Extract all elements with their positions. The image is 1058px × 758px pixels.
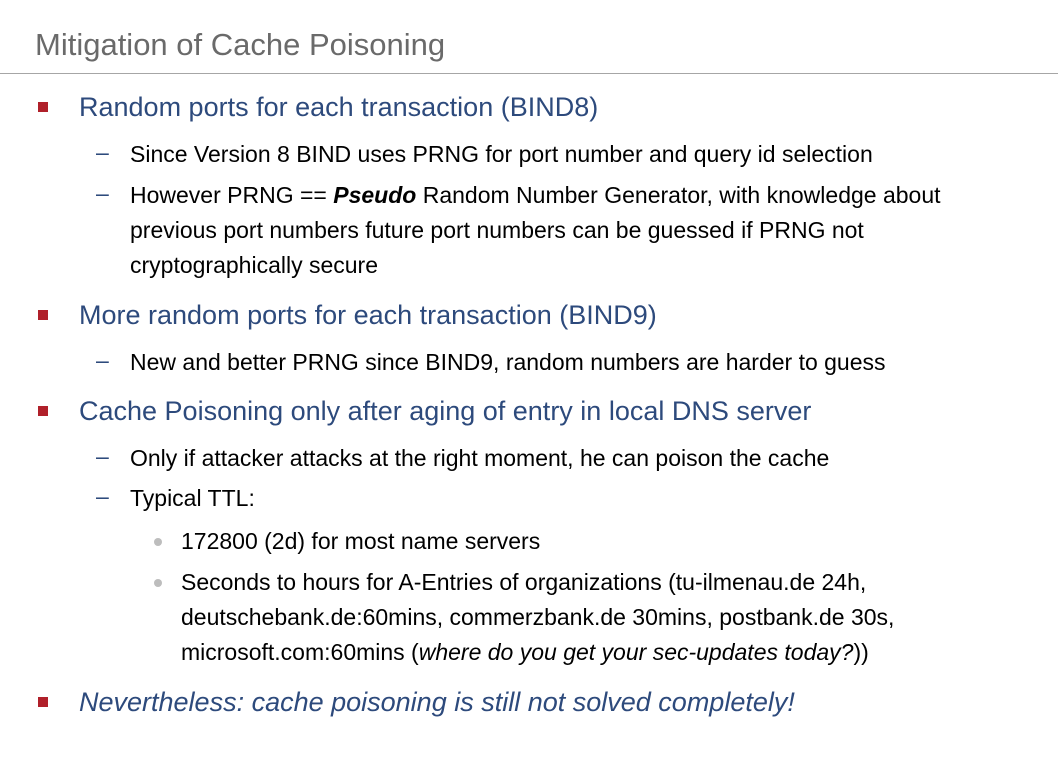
italic-question: where do you get your sec-updates today? bbox=[418, 639, 854, 665]
text-segment: )) bbox=[853, 639, 869, 665]
bullet-1-sub-2-line-3: cryptographically secure bbox=[130, 252, 379, 278]
dash-bullet-icon: – bbox=[96, 139, 109, 165]
square-bullet-icon bbox=[38, 697, 48, 707]
round-bullet-icon bbox=[154, 538, 162, 546]
emphasis-text: Pseudo bbox=[333, 182, 417, 208]
bullet-1-sub-1-text: Since Version 8 BIND uses PRNG for port number and query id selection bbox=[130, 141, 873, 167]
text-segment: However PRNG == bbox=[130, 182, 334, 208]
dash-bullet-icon: – bbox=[96, 443, 109, 469]
bullet-3-sub-1-text: Only if attacker attacks at the right moment, he can poison the cache bbox=[130, 445, 830, 471]
bullet-3-text: Cache Poisoning only after aging of entry in local DNS server bbox=[79, 396, 812, 426]
ttl-item-2-text bbox=[181, 565, 1051, 670]
dash-bullet-icon: – bbox=[96, 347, 109, 373]
bullet-1-sub-2-line-2: previous port numbers future port numbers can be guessed if PRNG not bbox=[130, 217, 864, 243]
dash-bullet-icon: – bbox=[96, 180, 109, 206]
bullet-1-text: Random ports for each transaction (BIND8) bbox=[79, 92, 599, 122]
ttl-item-2-line-3 bbox=[181, 635, 1051, 670]
ttl-item-2-line-2: deutschebank.de:60mins, commerzbank.de 30mins, postbank.de 30s, bbox=[181, 604, 895, 630]
bullet-2-sub-1-text: New and better PRNG since BIND9, random numbers are harder to guess bbox=[130, 349, 886, 375]
square-bullet-icon bbox=[38, 310, 48, 320]
text-segment: microsoft.com:60mins ( bbox=[181, 639, 419, 665]
bullet-1-sub-2-text bbox=[130, 178, 1058, 283]
bullet-1-sub-2-line-1 bbox=[130, 178, 1058, 213]
dash-bullet-icon: – bbox=[96, 483, 109, 509]
slide-title: Mitigation of Cache Poisoning bbox=[35, 27, 446, 62]
ttl-item-2-line-1: Seconds to hours for A-Entries of organizations (tu-ilmenau.de 24h, bbox=[181, 569, 867, 595]
bullet-4-text: Nevertheless: cache poisoning is still not solved completely! bbox=[79, 687, 795, 717]
square-bullet-icon bbox=[38, 406, 48, 416]
round-bullet-icon bbox=[154, 579, 162, 587]
bullet-2-text: More random ports for each transaction (BIND9) bbox=[79, 300, 657, 330]
bullet-3-sub-2-text: Typical TTL: bbox=[130, 485, 255, 511]
text-segment: Random Number Generator, with knowledge about bbox=[416, 182, 941, 208]
ttl-item-1-text: 172800 (2d) for most name servers bbox=[181, 528, 541, 554]
square-bullet-icon bbox=[38, 102, 48, 112]
